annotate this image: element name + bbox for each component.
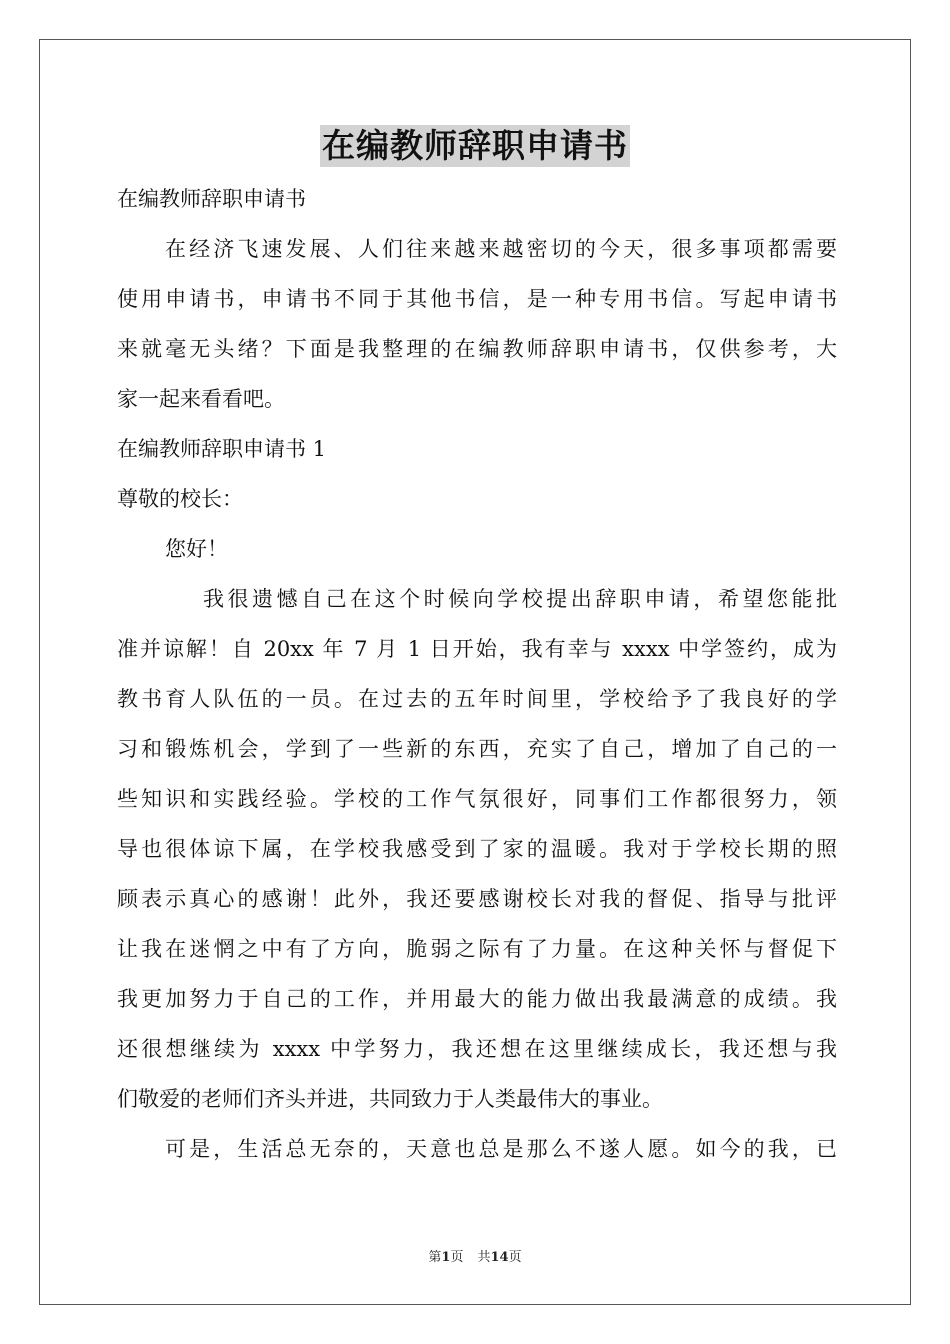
footer-page-number: 1 bbox=[441, 1250, 451, 1265]
body-line: 使用申请书，申请书不同于其他书信，是一种专用书信。写起申请书 bbox=[117, 287, 837, 311]
body-line: 些知识和实践经验。学校的工作气氛很好，同事们工作都很努力，领 bbox=[117, 787, 837, 811]
footer-total-prefix: 共 bbox=[477, 1250, 491, 1265]
footer-total-suffix: 页 bbox=[508, 1250, 522, 1265]
body-line: 尊敬的校长： bbox=[117, 487, 243, 511]
body-line: 在编教师辞职申请书 1 bbox=[117, 437, 327, 461]
body-line: 习和锻炼机会，学到了一些新的东西，充实了自己，增加了自己的一 bbox=[117, 737, 837, 761]
footer-total-pages: 14 bbox=[490, 1250, 509, 1265]
body-line: 们敬爱的老师们齐头并进，共同致力于人类最伟大的事业。 bbox=[117, 1087, 663, 1111]
document-body bbox=[117, 174, 837, 1174]
body-line: 教书育人队伍的一员。在过去的五年时间里，学校给予了我良好的学 bbox=[117, 687, 837, 711]
body-line: 在经济飞速发展、人们往来越来越密切的今天，很多事项都需要 bbox=[165, 237, 837, 261]
body-line: 我很遗憾自己在这个时候向学校提出辞职申请，希望您能批 bbox=[203, 587, 837, 611]
body-line: 家一起来看看吧。 bbox=[117, 387, 285, 411]
body-line: 您好！ bbox=[165, 537, 228, 561]
body-line: 可是，生活总无奈的，天意也总是那么不遂人愿。如今的我，已 bbox=[165, 1137, 837, 1161]
footer-page-suffix: 页 bbox=[450, 1250, 464, 1265]
document-title bbox=[0, 125, 950, 167]
body-line: 导也很体谅下属，在学校我感受到了家的温暖。我对于学校长期的照 bbox=[117, 837, 837, 861]
body-line: 我更加努力于自己的工作，并用最大的能力做出我最满意的成绩。我 bbox=[117, 987, 837, 1011]
body-line: 还很想继续为 xxxx 中学努力，我还想在这里继续成长，我还想与我 bbox=[117, 1037, 837, 1061]
page-footer bbox=[0, 1246, 950, 1265]
document-title-text: 在编教师辞职申请书 bbox=[322, 126, 628, 165]
body-line: 在编教师辞职申请书 bbox=[117, 187, 306, 211]
footer-page-prefix: 第 bbox=[428, 1250, 442, 1265]
body-line: 来就毫无头绪？下面是我整理的在编教师辞职申请书，仅供参考，大 bbox=[117, 337, 837, 361]
body-line: 顾表示真心的感谢！此外，我还要感谢校长对我的督促、指导与批评 bbox=[117, 887, 837, 911]
body-line: 让我在迷惘之中有了方向，脆弱之际有了力量。在这种关怀与督促下 bbox=[117, 937, 837, 961]
body-line: 准并谅解！自 20xx 年 7 月 1 日开始，我有幸与 xxxx 中学签约，成为 bbox=[117, 637, 837, 661]
